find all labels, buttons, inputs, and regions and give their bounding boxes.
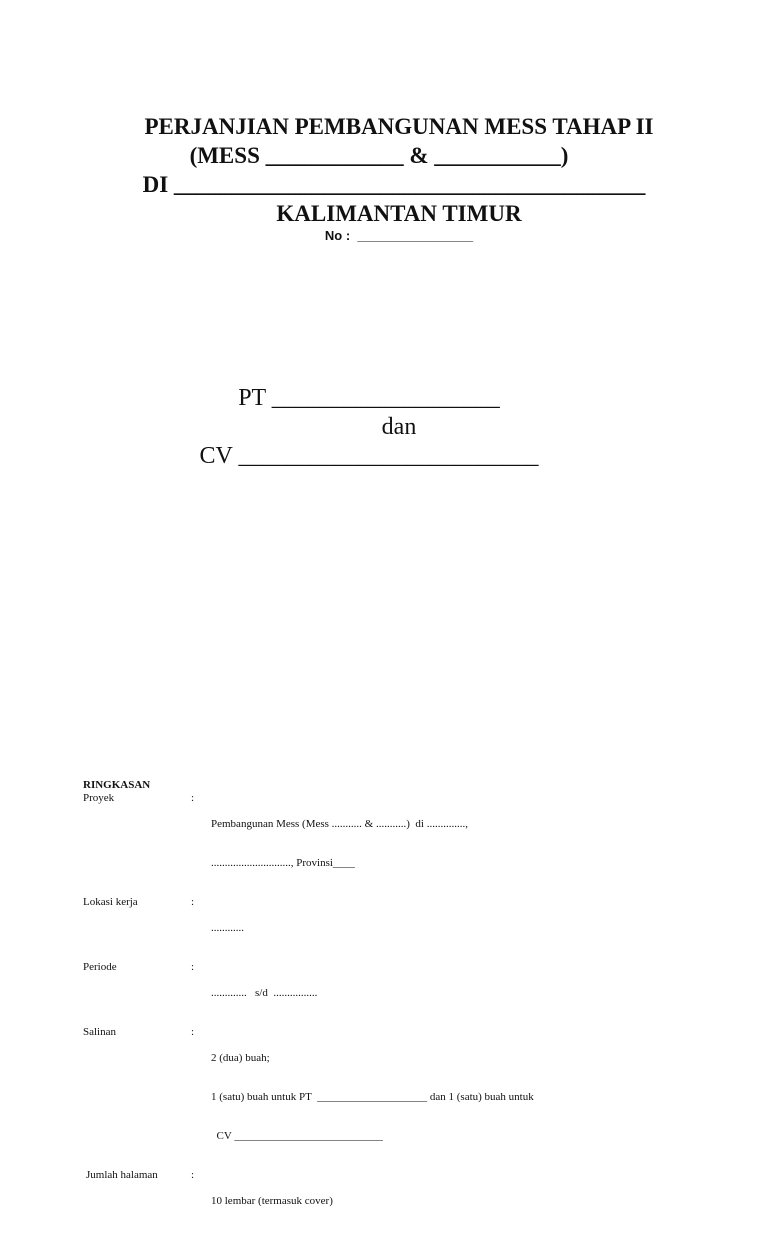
row-label: Proyek <box>83 792 115 804</box>
title-block <box>0 112 768 244</box>
row-colon: : <box>191 1169 195 1181</box>
row-colon: : <box>191 792 195 804</box>
party-cv: CV _________________________ <box>199 443 539 469</box>
title-line-1: PERJANJIAN PEMBANGUNAN MESS TAHAP II <box>144 114 654 139</box>
summary-row-proyek <box>83 792 703 896</box>
row-value-line: 10 lembar (termasuk cover) <box>211 1195 333 1207</box>
parties-block <box>0 384 768 471</box>
row-value-line: ............................., Provinsi____ <box>211 857 355 869</box>
row-value <box>211 961 703 1026</box>
row-value-line: ............. s/d ................ <box>211 987 318 999</box>
party-pt: PT ___________________ <box>238 385 500 411</box>
row-value-line: 1 (satu) buah untuk PT ____________________ dan 1 (satu) buah untuk <box>211 1091 534 1103</box>
row-label: Salinan <box>83 1026 116 1038</box>
row-value-line: ............ <box>211 922 244 934</box>
title-line-3: DI _________________________________________ <box>142 172 646 197</box>
row-colon: : <box>191 1026 195 1038</box>
row-colon: : <box>191 961 195 973</box>
row-value-line: 2 (dua) buah; <box>211 1052 270 1064</box>
summary-block <box>83 779 703 1234</box>
title-line-2: (MESS ____________ & ___________) <box>189 143 569 168</box>
row-value <box>211 792 703 896</box>
summary-row-periode <box>83 961 703 1026</box>
row-value <box>211 1026 703 1169</box>
row-value-line: CV ___________________________ <box>211 1130 383 1142</box>
row-label: Lokasi kerja <box>83 896 138 908</box>
row-value-line: Pembangunan Mess (Mess ........... & ...........) di .............., <box>211 818 468 830</box>
summary-heading: RINGKASAN <box>83 779 151 791</box>
row-value <box>211 1169 703 1234</box>
row-value <box>211 896 703 961</box>
summary-row-lokasi <box>83 896 703 961</box>
summary-row-jumlah-halaman <box>83 1169 703 1234</box>
row-label: Periode <box>83 961 117 973</box>
row-colon: : <box>191 896 195 908</box>
party-connector: dan <box>381 414 417 440</box>
title-line-4: KALIMANTAN TIMUR <box>276 201 522 226</box>
summary-row-salinan <box>83 1026 703 1169</box>
document-number: No : ________________ <box>324 228 474 243</box>
row-label: Jumlah halaman <box>86 1169 158 1181</box>
